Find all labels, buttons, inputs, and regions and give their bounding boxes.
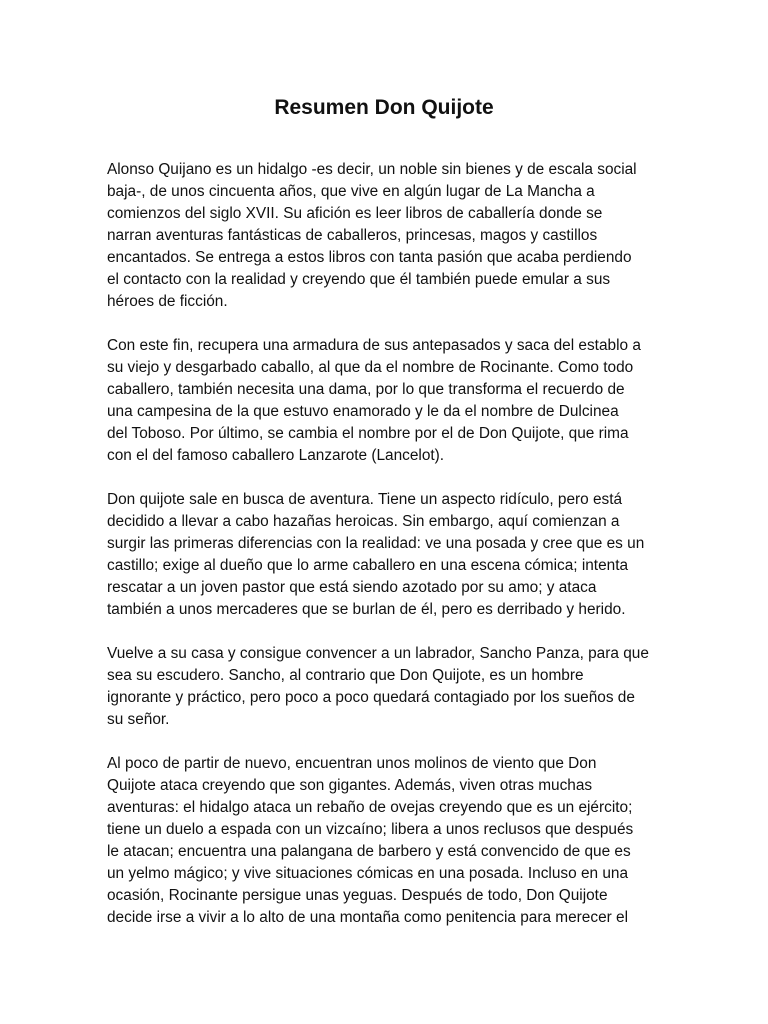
text-line: un yelmo mágico; y vive situaciones cómicas en una posada. Incluso en una <box>107 865 629 882</box>
text-line: Alonso Quijano es un hidalgo -es decir, un noble sin bienes y de escala social <box>107 161 637 178</box>
paragraph-4 <box>107 643 667 731</box>
document-title: Resumen Don Quijote <box>274 96 494 119</box>
text-line: el contacto con la realidad y creyendo que él también puede emular a sus <box>107 271 611 288</box>
text-line: Don quijote sale en busca de aventura. Tiene un aspecto ridículo, pero está <box>107 491 623 508</box>
text-line: su viejo y desgarbado caballo, al que da el nombre de Rocinante. Como todo <box>107 359 634 376</box>
text-line: castillo; exige al dueño que lo arme caballero en una escena cómica; intenta <box>107 557 629 574</box>
paragraph-3 <box>107 489 667 621</box>
paragraph-1 <box>107 159 667 313</box>
text-line: caballero, también necesita una dama, por lo que transforma el recuerdo de <box>107 381 625 398</box>
text-line: baja-, de unos cincuenta años, que vive en algún lugar de La Mancha a <box>107 183 595 200</box>
text-line: encantados. Se entrega a estos libros con tanta pasión que acaba perdiendo <box>107 249 632 266</box>
document-body <box>107 159 667 951</box>
text-line: su señor. <box>107 711 170 728</box>
text-line: con el del famoso caballero Lanzarote (Lancelot). <box>107 447 445 464</box>
text-line: Al poco de partir de nuevo, encuentran unos molinos de viento que Don <box>107 755 597 772</box>
text-line: héroes de ficción. <box>107 293 228 310</box>
text-line: Con este fin, recupera una armadura de sus antepasados y saca del establo a <box>107 337 641 354</box>
text-line: sea su escudero. Sancho, al contrario que Don Quijote, es un hombre <box>107 667 584 684</box>
text-line: le atacan; encuentra una palangana de barbero y está convencido de que es <box>107 843 631 860</box>
text-line: del Toboso. Por último, se cambia el nombre por el de Don Quijote, que rima <box>107 425 629 442</box>
paragraph-2 <box>107 335 667 467</box>
text-line: una campesina de la que estuvo enamorado y le da el nombre de Dulcinea <box>107 403 619 420</box>
text-line: tiene un duelo a espada con un vizcaíno; libera a unos reclusos que después <box>107 821 634 838</box>
text-line: ocasión, Rocinante persigue unas yeguas. Después de todo, Don Quijote <box>107 887 608 904</box>
text-line: aventuras: el hidalgo ataca un rebaño de ovejas creyendo que es un ejército; <box>107 799 633 816</box>
text-line: comienzos del siglo XVII. Su afición es leer libros de caballería donde se <box>107 205 603 222</box>
text-line: también a unos mercaderes que se burlan de él, pero es derribado y herido. <box>107 601 626 618</box>
text-line: Vuelve a su casa y consigue convencer a un labrador, Sancho Panza, para que <box>107 645 649 662</box>
paragraph-5 <box>107 753 667 929</box>
text-line: Quijote ataca creyendo que son gigantes. Además, viven otras muchas <box>107 777 593 794</box>
text-line: ignorante y práctico, pero poco a poco quedará contagiado por los sueños de <box>107 689 635 706</box>
text-line: decide irse a vivir a lo alto de una montaña como penitencia para merecer el <box>107 909 629 926</box>
text-line: decidido a llevar a cabo hazañas heroicas. Sin embargo, aquí comienzan a <box>107 513 620 530</box>
text-line: surgir las primeras diferencias con la realidad: ve una posada y cree que es un <box>107 535 645 552</box>
text-line: rescatar a un joven pastor que está siendo azotado por su amo; y ataca <box>107 579 597 596</box>
text-line: narran aventuras fantásticas de caballeros, princesas, magos y castillos <box>107 227 598 244</box>
